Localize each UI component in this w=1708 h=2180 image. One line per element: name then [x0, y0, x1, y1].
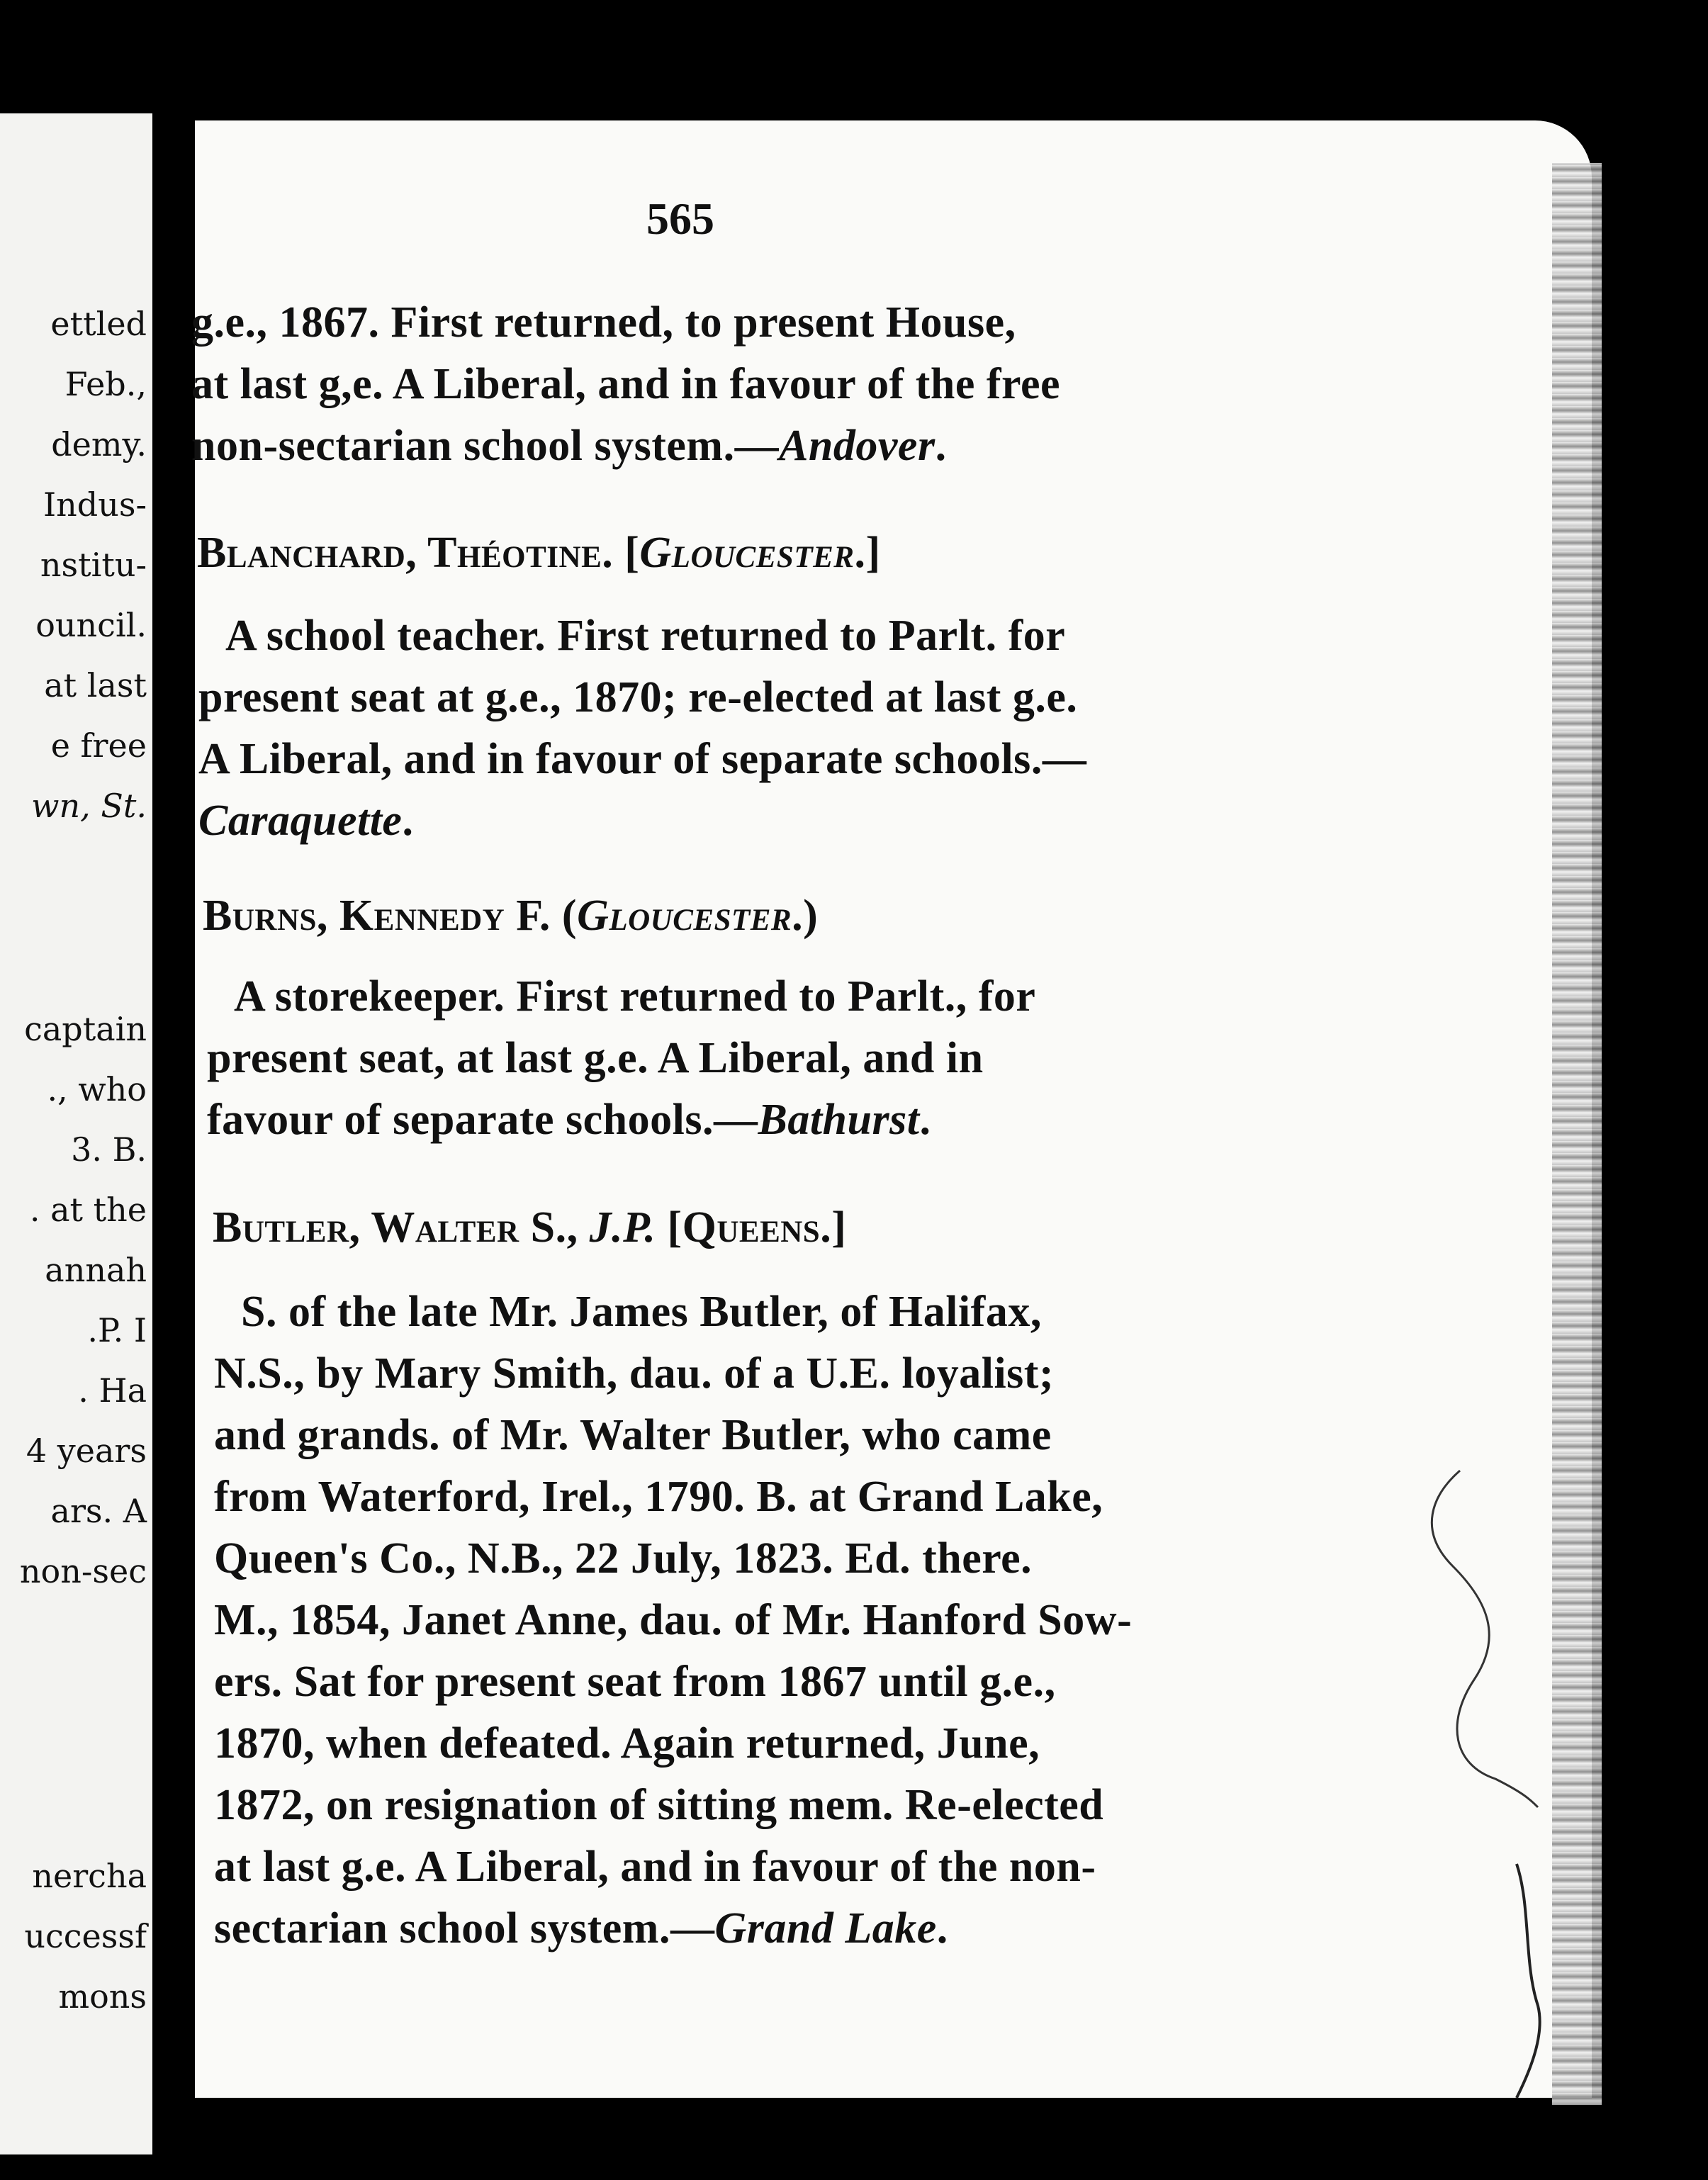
margin-fragment: Feb., [64, 365, 147, 403]
entry-line [214, 1595, 1132, 1646]
margin-fragment: ars. A [50, 1492, 147, 1530]
line-text: 1872, on resignation of sitting mem. Re-elected [214, 1781, 1104, 1829]
entry-line [191, 359, 1060, 410]
entry-line [225, 611, 1065, 661]
margin-fragment: nstitu- [40, 546, 147, 584]
entry-line [198, 796, 413, 846]
line-text: and grands. of Mr. Walter Butler, who came [214, 1411, 1052, 1459]
line-text: sectarian school system.— [214, 1904, 715, 1953]
margin-fragment: mons [58, 1977, 147, 2016]
entry-line [191, 298, 1016, 348]
line-text: M., 1854, Janet Anne, dau. of Mr. Hanford Sow- [214, 1596, 1133, 1644]
margin-fragment: annah [45, 1251, 147, 1289]
line-text: g.e., 1867. First returned, to present House, [191, 298, 1016, 347]
entry-line [214, 1472, 1103, 1522]
line-text: A school teacher. First returned to Parlt. for [225, 612, 1066, 660]
margin-fragment: ettled [50, 305, 147, 343]
residence: Caraquette [198, 797, 403, 845]
margin-fragment: e free [50, 726, 147, 765]
margin-fragment: at last [44, 666, 147, 704]
entry-line [214, 1719, 1040, 1769]
line-text: from Waterford, Irel., 1790. B. at Grand Lake, [214, 1473, 1103, 1521]
line-text: at last g.e. A Liberal, and in favour of the non- [214, 1843, 1096, 1891]
margin-fragment: . at the [29, 1191, 147, 1229]
line-text: 1870, when defeated. Again returned, June, [214, 1719, 1040, 1768]
entry-line [191, 421, 947, 471]
margin-fragment: wn, St. [31, 787, 147, 825]
entry-heading [213, 1203, 846, 1253]
constituency: Gloucester [639, 529, 855, 577]
line-suffix: . [936, 1904, 948, 1953]
line-text: present seat, at last g.e. A Liberal, and in [207, 1034, 984, 1082]
entry-line [207, 1033, 984, 1084]
line-text: N.S., by Mary Smith, dau. of a U.E. loyalist; [214, 1349, 1055, 1398]
entry-line [214, 1349, 1054, 1399]
line-text: Blanchard, Théotine. [ [197, 529, 640, 577]
entry-line [198, 734, 1086, 785]
entry-line [214, 1657, 1056, 1707]
pencil-stroke-mark [1389, 1467, 1559, 2105]
line-text: non-sectarian school system.— [191, 422, 780, 470]
entry-line [207, 1095, 931, 1145]
line-text: Butler, Walter S., [213, 1203, 590, 1252]
margin-fragment: Indus- [43, 485, 147, 524]
line-italic: Andover [779, 422, 936, 470]
entry-line [214, 1780, 1103, 1831]
margin-fragment: captain [24, 1010, 147, 1048]
line-text: S. of the late Mr. James Butler, of Halifax, [241, 1288, 1042, 1336]
residence: Grand Lake [714, 1904, 937, 1953]
line-text: Queen's Co., N.B., 22 July, 1823. Ed. there. [214, 1534, 1033, 1583]
entry-line [214, 1842, 1096, 1892]
entry-line [234, 972, 1035, 1022]
line-suffix: . [919, 1096, 931, 1144]
entry-line [214, 1904, 948, 1954]
entry-line [241, 1287, 1042, 1337]
entry-line [214, 1534, 1032, 1584]
margin-fragment: . Ha [78, 1371, 147, 1410]
constituency: Gloucester [577, 892, 792, 940]
margin-fragment: demy. [51, 425, 147, 463]
line-text: A storekeeper. First returned to Parlt., for [234, 972, 1036, 1021]
entry-heading [197, 528, 881, 578]
margin-fragment: non-sec [19, 1552, 147, 1590]
line-suffix: .) [792, 892, 819, 940]
entry-heading [203, 891, 818, 941]
margin-fragment: ., who [47, 1070, 147, 1108]
margin-fragment: 4 years [26, 1432, 147, 1470]
margin-fragment: ouncil. [35, 606, 147, 644]
line-text: A Liberal, and in favour of separate schools.— [198, 735, 1087, 783]
margin-fragment: nercha [32, 1857, 147, 1895]
margin-fragment: .P. I [87, 1311, 147, 1349]
line-text: ers. Sat for present seat from 1867 until g.e., [214, 1658, 1056, 1706]
margin-fragment: uccessf [24, 1917, 147, 1955]
line-suffix: . [402, 797, 414, 845]
line-suffix: . [935, 422, 947, 470]
page-edge [1552, 163, 1602, 2105]
margin-fragment: 3. B. [71, 1130, 147, 1169]
line-text: Burns, Kennedy F. ( [203, 892, 578, 940]
page-number: 565 [646, 193, 714, 244]
constituency: [Queens.] [656, 1203, 847, 1252]
entry-line [198, 673, 1077, 723]
residence: Bathurst [758, 1096, 920, 1144]
line-suffix: .] [854, 529, 881, 577]
line-text: favour of separate schools.— [207, 1096, 758, 1144]
line-text: present seat at g.e., 1870; re-elected at last g.e. [198, 673, 1078, 721]
title-italic: J.P. [589, 1203, 656, 1252]
entry-line [214, 1410, 1052, 1461]
book-gutter [152, 106, 195, 2154]
adjacent-page-strip [0, 113, 152, 2154]
line-text: at last g,e. A Liberal, and in favour of the free [191, 360, 1060, 408]
